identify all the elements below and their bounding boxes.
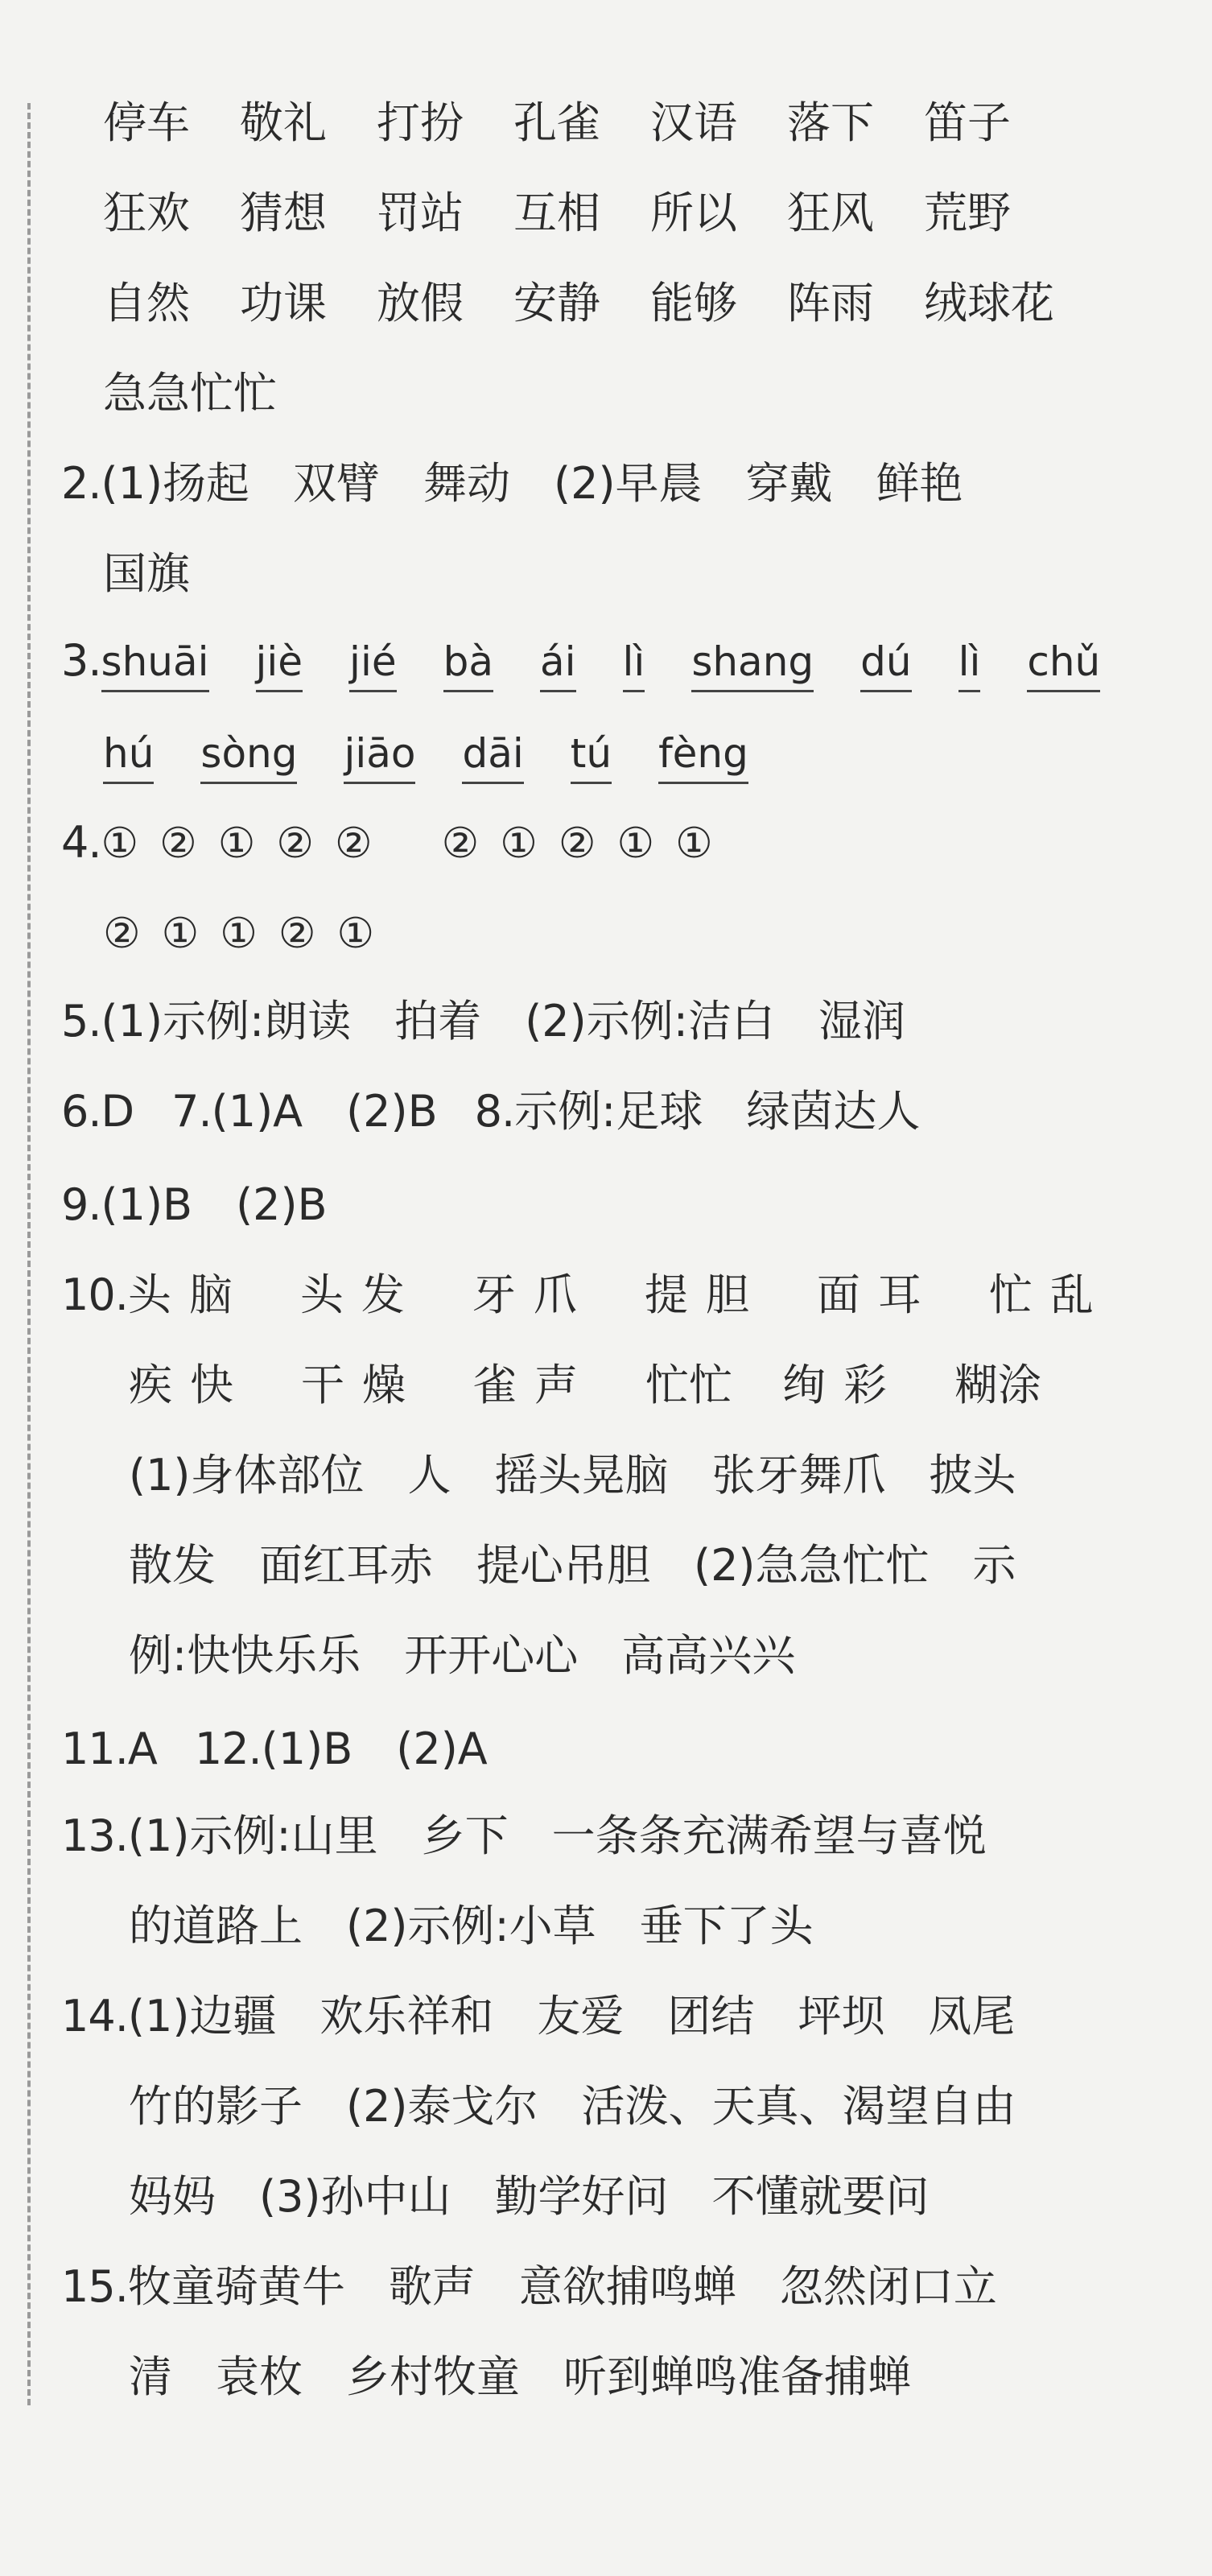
circle-answer: ② xyxy=(276,819,315,868)
pinyin: jiè xyxy=(256,634,303,692)
pinyin: chǔ xyxy=(1027,634,1100,692)
q5-line xyxy=(61,992,905,1051)
q15-line-1 xyxy=(61,2257,997,2317)
q10-word: 头脑 xyxy=(127,1269,250,1320)
q14-line-3 xyxy=(129,2167,930,2227)
pinyin: jiāo xyxy=(344,725,415,784)
q10-word: 忙乱 xyxy=(988,1269,1111,1320)
pinyin: bà xyxy=(443,634,493,692)
q10-answer: 散发 面红耳赤 提心吊胆 (2)急急忙忙 示 xyxy=(129,1540,1016,1591)
q1-word: 互相 xyxy=(513,188,600,238)
q6-number: 6. xyxy=(61,1086,101,1137)
q1-word: 阵雨 xyxy=(787,278,874,328)
q6-answer: D xyxy=(101,1086,135,1137)
pinyin: shang xyxy=(691,634,814,692)
q8-number: 8. xyxy=(474,1086,515,1137)
q10-line-1 xyxy=(61,1265,1111,1325)
circle-answer: ① xyxy=(336,910,375,958)
q14-line-2 xyxy=(129,2077,1016,2136)
circle-answer: ② xyxy=(278,910,316,958)
q9-answer: (1)B (2)B xyxy=(101,1179,328,1230)
q1-word: 自然 xyxy=(103,278,190,328)
q10-word: 疾快 xyxy=(129,1360,251,1410)
q10-line-5 xyxy=(129,1626,795,1686)
circle-answer: ① xyxy=(500,819,538,868)
circle-answer: ② xyxy=(335,819,373,868)
q7-number: 7. xyxy=(171,1086,212,1137)
q15-number: 15. xyxy=(61,2261,128,2312)
circle-answer: ① xyxy=(616,819,655,868)
q1-word: 放假 xyxy=(377,278,464,328)
q1-word: 所以 xyxy=(650,188,737,238)
q3-line-2 xyxy=(103,723,795,782)
q12-answer: (1)B (2)A xyxy=(261,1724,488,1774)
q2-answer-cont: 国旗 xyxy=(103,548,190,599)
q10-word: 牙爪 xyxy=(472,1269,595,1320)
q10-line-3 xyxy=(129,1446,1016,1505)
q13-answer: (1)示例:山里 乡下 一条条充满希望与喜悦 xyxy=(127,1810,987,1861)
circle-answer: ② xyxy=(558,819,596,868)
pinyin: fèng xyxy=(658,725,748,784)
q4-line-1 xyxy=(61,813,734,873)
q10-word: 雀声 xyxy=(473,1360,596,1410)
margin-dashed-line xyxy=(27,103,31,2405)
q10-number: 10. xyxy=(61,1269,128,1320)
q1-word: 汉语 xyxy=(650,97,737,148)
pinyin: hú xyxy=(103,725,154,784)
q14-line-1 xyxy=(61,1987,1015,2046)
q1-word: 狂欢 xyxy=(103,188,190,238)
circle-answer: ① xyxy=(220,910,258,958)
q15-answer: 牧童骑黄牛 歌声 意欲捕鸣蝉 忽然闭口立 xyxy=(127,2261,997,2312)
q2-number: 2. xyxy=(61,458,101,509)
q9-line xyxy=(61,1175,328,1235)
q10-answer: (1)身体部位 人 摇头晃脑 张牙舞爪 披头 xyxy=(129,1450,1016,1501)
q1-row-4 xyxy=(103,364,277,423)
q2-line-1 xyxy=(61,454,963,514)
q14-number: 14. xyxy=(61,1991,128,2041)
q14-answer: 竹的影子 (2)泰戈尔 活泼、天真、渴望自由 xyxy=(129,2081,1016,2132)
q1-word: 急急忙忙 xyxy=(103,368,277,419)
q10-line-2 xyxy=(129,1356,1041,1415)
pinyin: jié xyxy=(349,634,397,692)
pinyin: tú xyxy=(571,725,612,784)
q1-word: 安静 xyxy=(513,278,600,328)
q1-row-1 xyxy=(103,93,1011,153)
q15-answer: 清 袁枚 乡村牧童 听到蝉鸣准备捕蝉 xyxy=(129,2351,911,2402)
q3-number: 3. xyxy=(61,635,101,686)
q3-line-1 xyxy=(61,631,1147,691)
circle-answer: ① xyxy=(675,819,713,868)
pinyin: sòng xyxy=(200,725,297,784)
q12-number: 12. xyxy=(194,1724,262,1774)
q11-number: 11. xyxy=(61,1724,128,1774)
q13-line-2 xyxy=(129,1897,814,1956)
q1-row-3 xyxy=(103,274,1054,333)
q4-line-2 xyxy=(103,903,395,963)
q1-word: 功课 xyxy=(240,278,327,328)
q7-answer: (1)A (2)B xyxy=(211,1086,438,1137)
q1-word: 狂风 xyxy=(787,188,874,238)
q10-word: 提胆 xyxy=(644,1269,767,1320)
pinyin: ái xyxy=(540,634,576,692)
q13-number: 13. xyxy=(61,1810,128,1861)
q10-word: 糊涂 xyxy=(954,1360,1041,1410)
q1-word: 罚站 xyxy=(377,188,464,238)
q5-number: 5. xyxy=(61,996,101,1046)
q1-word: 打扮 xyxy=(377,97,464,148)
q1-word: 绒球花 xyxy=(924,278,1054,328)
q9-number: 9. xyxy=(61,1179,101,1230)
q10-line-4 xyxy=(129,1536,1016,1596)
q5-answer: (1)示例:朗读 拍着 (2)示例:洁白 湿润 xyxy=(101,996,905,1046)
q15-line-2 xyxy=(129,2347,911,2407)
q13-line-1 xyxy=(61,1806,987,1866)
q1-word: 能够 xyxy=(650,278,737,328)
q1-word: 停车 xyxy=(103,97,190,148)
q13-answer: 的道路上 (2)示例:小草 垂下了头 xyxy=(129,1901,814,1951)
pinyin: lì xyxy=(958,634,981,692)
q10-word: 绚彩 xyxy=(782,1360,905,1410)
q10-word: 干燥 xyxy=(301,1360,423,1410)
q10-word: 面耳 xyxy=(816,1269,939,1320)
q14-answer: 妈妈 (3)孙中山 勤学好问 不懂就要问 xyxy=(129,2171,930,2222)
q1-word: 猜想 xyxy=(240,188,327,238)
q11-12-line xyxy=(61,1719,488,1779)
circle-answer: ② xyxy=(441,819,480,868)
q1-word: 敬礼 xyxy=(240,97,327,148)
circle-answer: ② xyxy=(103,910,141,958)
q10-word: 忙忙 xyxy=(645,1360,732,1410)
q10-answer: 例:快快乐乐 开开心心 高高兴兴 xyxy=(129,1630,796,1681)
q14-answer: (1)边疆 欢乐祥和 友爱 团结 坪坝 凤尾 xyxy=(127,1991,1016,2041)
circle-answer: ② xyxy=(159,819,197,868)
circle-answer: ① xyxy=(161,910,200,958)
pinyin: dú xyxy=(860,634,911,692)
q2-answer: (1)扬起 双臂 舞动 (2)早晨 穿戴 鲜艳 xyxy=(101,458,963,509)
q1-word: 笛子 xyxy=(924,97,1011,148)
q1-row-2 xyxy=(103,184,1011,243)
pinyin: lì xyxy=(623,634,645,692)
circle-answer: ① xyxy=(217,819,256,868)
q1-word: 孔雀 xyxy=(513,97,600,148)
q8-answer: 示例:足球 绿茵达人 xyxy=(514,1086,921,1137)
q1-word: 荒野 xyxy=(924,188,1011,238)
pinyin: dāi xyxy=(462,725,523,784)
pinyin: shuāi xyxy=(101,634,209,692)
q10-word: 头发 xyxy=(299,1269,423,1320)
q2-line-2 xyxy=(103,544,190,604)
q1-word: 落下 xyxy=(787,97,874,148)
q11-answer: A xyxy=(127,1724,158,1774)
circle-answer: ① xyxy=(101,819,139,868)
q4-number: 4. xyxy=(61,817,101,868)
q6-8-line xyxy=(61,1082,920,1141)
